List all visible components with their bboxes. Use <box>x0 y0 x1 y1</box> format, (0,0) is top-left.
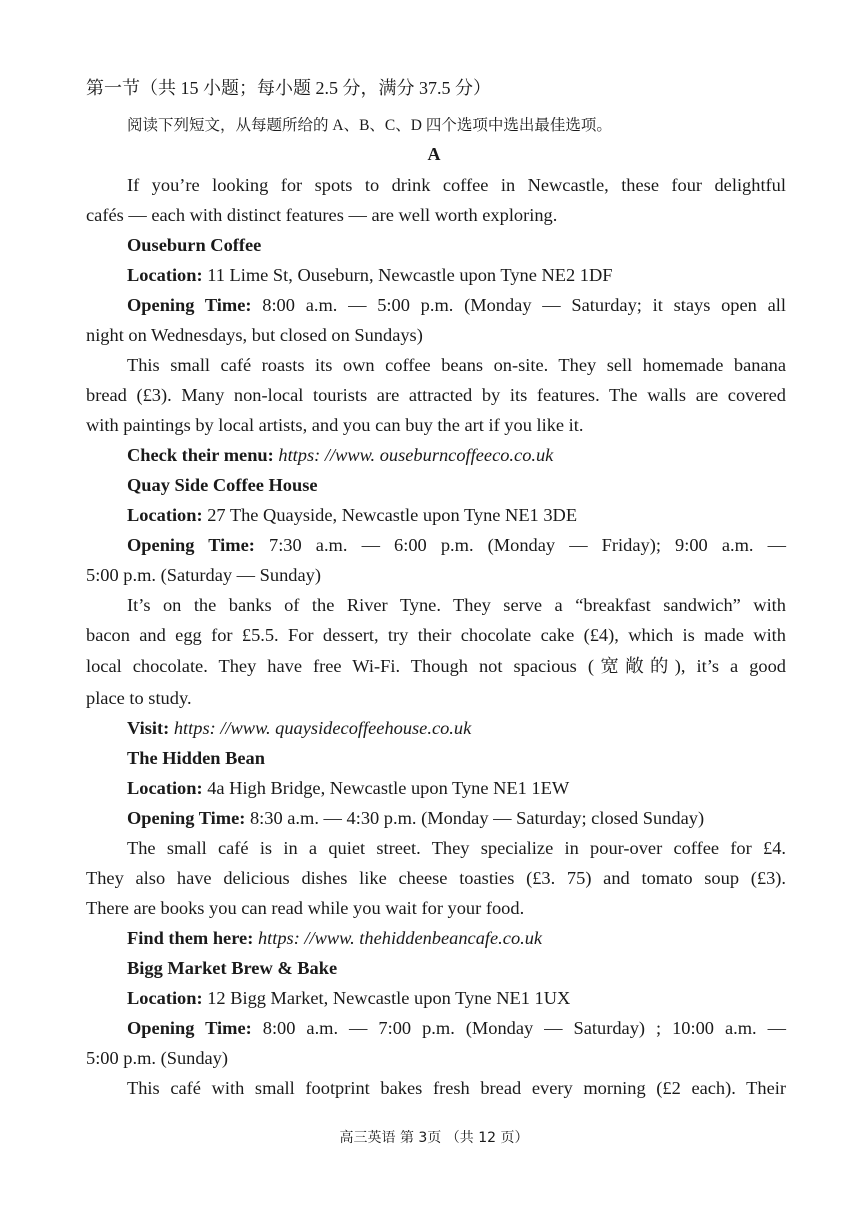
cafe-url-link[interactable]: https: //www. thehiddenbeancafe.co.uk <box>253 928 543 948</box>
cafe-link <box>127 926 786 950</box>
cafe-url-link[interactable]: https: //www. quaysidecoffeehouse.co.uk <box>169 718 472 738</box>
cafe-desc-line: bacon and egg for £5.5. For dessert, try their chocolate cake (£4), which is made with <box>86 625 786 645</box>
link-label: Find them here: <box>127 928 254 948</box>
cafe-desc-line: with paintings by local artists, and you can buy the art if you like it. <box>86 415 584 435</box>
page-footer: 高三英语 第 3页 （共 12 页） <box>339 1130 529 1146</box>
cafe-name-hidden-bean: The Hidden Bean <box>127 748 265 768</box>
cafe-opening-cont: night on Wednesdays, but closed on Sundays) <box>86 325 423 345</box>
section-header: 第一节（共 15 小题；每小题 2.5 分，满分 37.5 分） <box>86 78 491 98</box>
cafe-desc-line: The small café is in a quiet street. They specialize in pour-over coffee for £4. <box>127 838 786 858</box>
cafe-desc-line: local chocolate. They have free Wi-Fi. Though not spacious (宽敞的), it’s a good <box>86 656 786 676</box>
cafe-desc-line: bread (£3). Many non-local tourists are attracted by its features. The walls are covered <box>86 385 786 405</box>
cafe-desc-line: There are books you can read while you wait for your food. <box>86 898 525 918</box>
location-label: Location: <box>127 505 203 525</box>
location-value: 27 The Quayside, Newcastle upon Tyne NE1 3DE <box>202 505 578 525</box>
cafe-name-quayside: Quay Side Coffee House <box>127 475 318 495</box>
cafe-opening <box>127 533 786 557</box>
cafe-opening <box>127 806 786 830</box>
cafe-name-bigg-market: Bigg Market Brew & Bake <box>127 958 338 978</box>
instruction: 阅读下列短文，从每题所给的 A、B、C、D 四个选项中选出最佳选项。 <box>127 117 612 134</box>
intro-line-1: If you’re looking for spots to drink coffee in Newcastle, these four delightful <box>127 175 786 195</box>
cafe-desc-line: place to study. <box>86 688 192 708</box>
opening-label: Opening Time: <box>127 535 255 555</box>
location-value: 12 Bigg Market, Newcastle upon Tyne NE1 1UX <box>202 988 571 1008</box>
cafe-desc-line: They also have delicious dishes like cheese toasties (£3. 75) and tomato soup (£3). <box>86 868 786 888</box>
passage-label: A <box>427 144 441 164</box>
location-label: Location: <box>127 988 203 1008</box>
location-label: Location: <box>127 778 203 798</box>
cafe-opening-cont: 5:00 p.m. (Saturday — Sunday) <box>86 565 321 585</box>
cafe-opening-cont: 5:00 p.m. (Sunday) <box>86 1048 229 1068</box>
cafe-link <box>127 443 786 467</box>
cafe-location <box>127 503 786 527</box>
cafe-link <box>127 716 786 740</box>
cafe-desc-line: It’s on the banks of the River Tyne. They serve a “breakfast sandwich” with <box>127 595 786 615</box>
cafe-desc-line: This small café roasts its own coffee beans on-site. They sell homemade banana <box>127 355 786 375</box>
cafe-url-link[interactable]: https: //www. ouseburncoffeeco.co.uk <box>273 445 554 465</box>
cafe-location <box>127 263 786 287</box>
link-label: Visit: <box>127 718 170 738</box>
cafe-opening <box>127 293 786 317</box>
opening-label: Opening Time: <box>127 808 246 828</box>
opening-value: 7:30 a.m. — 6:00 p.m. (Monday — Friday); 9:00 a.m. — <box>254 535 786 555</box>
location-value: 11 Lime St, Ouseburn, Newcastle upon Tyne NE2 1DF <box>202 265 613 285</box>
cafe-location <box>127 776 786 800</box>
cafe-opening <box>127 1016 786 1040</box>
cafe-location <box>127 986 786 1010</box>
location-label: Location: <box>127 265 203 285</box>
cafe-name-ouseburn: Ouseburn Coffee <box>127 235 262 255</box>
opening-value: 8:00 a.m. — 5:00 p.m. (Monday — Saturday; it stays open all <box>251 295 786 315</box>
link-label: Check their menu: <box>127 445 274 465</box>
location-value: 4a High Bridge, Newcastle upon Tyne NE1 1EW <box>202 778 570 798</box>
opening-label: Opening Time: <box>127 295 252 315</box>
cafe-desc-line: This café with small footprint bakes fresh bread every morning (£2 each). Their <box>127 1078 786 1098</box>
opening-label: Opening Time: <box>127 1018 252 1038</box>
intro-line-2: cafés — each with distinct features — are well worth exploring. <box>86 205 558 225</box>
opening-value: 8:30 a.m. — 4:30 p.m. (Monday — Saturday; closed Sunday) <box>245 808 705 828</box>
opening-value: 8:00 a.m. — 7:00 p.m. (Monday — Saturday) ; 10:00 a.m. — <box>251 1018 786 1038</box>
